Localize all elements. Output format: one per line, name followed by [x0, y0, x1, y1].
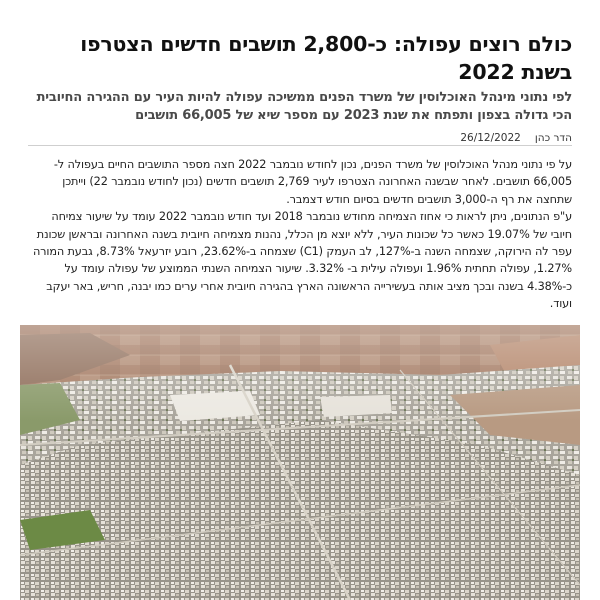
- byline: [28, 131, 572, 145]
- aerial-city-photo: [20, 325, 580, 600]
- article-paragraph-2: ע"פ הנתונים, ניתן לראות כי אחוז הצמיחה מחודש נובמבר 2018 ועד חודש נובמבר 2022 עומד על שיעור צמיחה חיובי של 19.07% כאשר כל שכונות העיר, ללא יוצא מן הכלל, נהנות מצמיחה חיובית בשנה האחרונה ובראשן שכונת עפר לה הירוקה, שצמחה השנה ב-127%, לב העמק (C1) שצמחה ב-23.62%, רובע יזרעאל 8.73%, גבעת המורה 1.27%, עפולה תחתית 1.96% ועפולה עילית ב- 3.32%. שיעור הצמיחה השנתי הממוצע של עפולה עומד על כ-4.38% בשנה ובכך מציב אותה בעשירייה הראשונה הארץ בהגירה חיובית אחרי ערים כמו יבנה, חריש, באר יעקב ועוד.: [32, 210, 572, 311]
- article-title: כולם רוצים עפולה: כ-2,800 תושבים חדשים הצטרפו בשנת 2022: [80, 32, 572, 84]
- article-paragraph-1: על פי נתוני מנהל האוכלוסין של משרד הפנים, נכון לחודש נובמבר 2022 חצה מספר התושבים החיים בעפולה ל- 66,005 תושבים. לאחר שבשנה האחרונה הצטרפו לעיר 2,769 תושבים חדשים (נכון לחודש נובמבר 22) וייתכן שתחצה את רף ה-3,000 תושבים חדשים בסיום חודש דצמבר.: [53, 158, 572, 206]
- aerial-photo-illustration: [20, 325, 580, 600]
- article-body: [28, 156, 572, 313]
- article-subtitle: לפי נתוני מינהל האוכלוסין של משרד הפנים ממשיכה עפולה להיות העיר עם ההגירה החיובית הכי גדולה בצפון ותפתח את שנת 2023 עם מספר שיא של 66,005 תושבים: [36, 90, 572, 123]
- publish-date: 26/12/2022: [460, 132, 521, 144]
- header-divider: [28, 145, 572, 146]
- author-name[interactable]: הדר כהן: [534, 132, 572, 144]
- article-header: [28, 30, 572, 145]
